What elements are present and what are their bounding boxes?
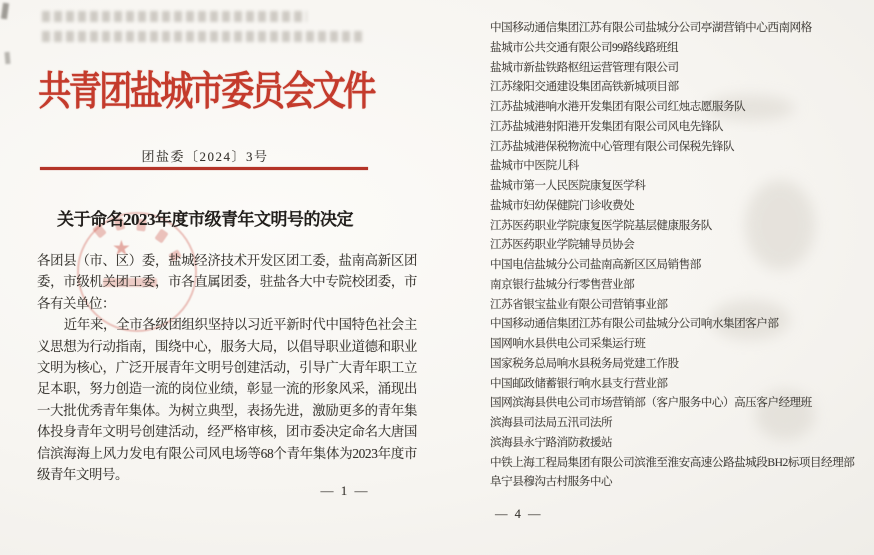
bleed-through-text <box>42 11 307 22</box>
honoree-list-item: 盐城市第一人民医院康复医学科 <box>490 179 646 192</box>
body-paragraph: 近年来，全市各级团组织坚持以习近平新时代中国特色社会主义思想为行动指南，围绕中心，服务大局，以倡导职业道德和职业文明为核心，广泛开展青年文明号创建活动，引导广大青年职工立足本职，努力创造一流的岗位业绩，彰显一流的形象风采，涌现出一大批优秀青年集体。为树立典型，表扬先进，激励更多的青年集体投身青年文明号创建活动，经严格审核，团市委决定命名大唐国信滨海海上风力发电有限公司风电场等68个青年集体为2023年度市级青年文明号。 <box>37 317 417 483</box>
honoree-list-item: 中国移动通信集团江苏有限公司盐城分公司响水集团客户部 <box>490 317 779 331</box>
honoree-list-item: 江苏缘阳交通建设集团高铁新城项目部 <box>490 80 679 94</box>
honoree-list-item: 江苏医药职业学院辅导员协会 <box>490 238 635 252</box>
page-4 <box>455 0 874 555</box>
honoree-list-item: 阜宁县穆沟古村服务中心 <box>490 475 613 489</box>
scan-artifact <box>1 3 9 20</box>
salutation: 各团县（市、区）委，盐城经济技术开发区团工委，盐南高新区团委，市级机关团工委，市各直属团委，驻盐各大中专院校团委，市各有关单位： <box>37 253 417 311</box>
honoree-list-item: 中国电信盐城分公司盐南高新区区局销售部 <box>490 258 701 271</box>
issuing-org-header: 共青团盐城市委员会文件 <box>38 70 374 114</box>
page-number-4: — 4 — <box>495 507 543 521</box>
document-number: 团盐委〔2024〕3号 <box>141 149 269 164</box>
seal-arc-mark <box>154 229 168 244</box>
honoree-list <box>490 18 874 492</box>
document-title: 关于命名2023年度市级青年文明号的决定 <box>57 210 353 229</box>
honoree-list-item: 国网滨海县供电公司市场营销部（客户服务中心）高压客户经理班 <box>490 396 812 410</box>
honoree-list-item: 盐城市中医院儿科 <box>490 159 579 173</box>
honoree-list-item: 滨海县永宁路消防救援站 <box>490 435 613 449</box>
red-divider-line <box>40 167 368 170</box>
bleed-through-text <box>42 31 364 42</box>
honoree-list-item: 国网响水县供电公司采集运行班 <box>490 337 646 350</box>
honoree-list-item: 中国移动通信集团江苏有限公司盐城分公司亭湖营销中心西南网格 <box>490 21 812 34</box>
seal-star-icon: ★ <box>112 236 131 260</box>
honoree-list-item: 江苏省银宝盐业有限公司营销事业部 <box>490 297 668 311</box>
honoree-list-item: 盐城市妇幼保健院门诊收费处 <box>490 198 635 212</box>
document-body <box>37 250 417 485</box>
honoree-list-item: 江苏盐城港射阳港开发集团有限公司风电先锋队 <box>490 119 723 133</box>
honoree-list-item: 中国邮政储蓄银行响水县支行营业部 <box>490 376 668 390</box>
honoree-list-item: 南京银行盐城分行零售营业部 <box>490 277 635 291</box>
honoree-list-item: 江苏医药职业学院康复医学院基层健康服务队 <box>490 218 712 232</box>
page-number-1: — 1 — <box>320 483 370 498</box>
honoree-list-item: 盐城市公共交通有限公司99路线路班组 <box>490 40 679 54</box>
honoree-list-item: 江苏盐城港响水港开发集团有限公司红烛志愿服务队 <box>490 100 746 113</box>
honoree-list-item: 江苏盐城港保税物流中心管理有限公司保税先锋队 <box>490 139 735 153</box>
honoree-list-item: 盐城市新盐铁路枢纽运营管理有限公司 <box>490 60 679 74</box>
honoree-list-item: 国家税务总局响水县税务局党建工作股 <box>490 356 679 370</box>
honoree-list-item: 中铁上海工程局集团有限公司滨淮至淮安高速公路盐城段BH2标项目经理部 <box>490 455 855 469</box>
honoree-list-item: 滨海县司法局五汛司法所 <box>490 416 613 429</box>
